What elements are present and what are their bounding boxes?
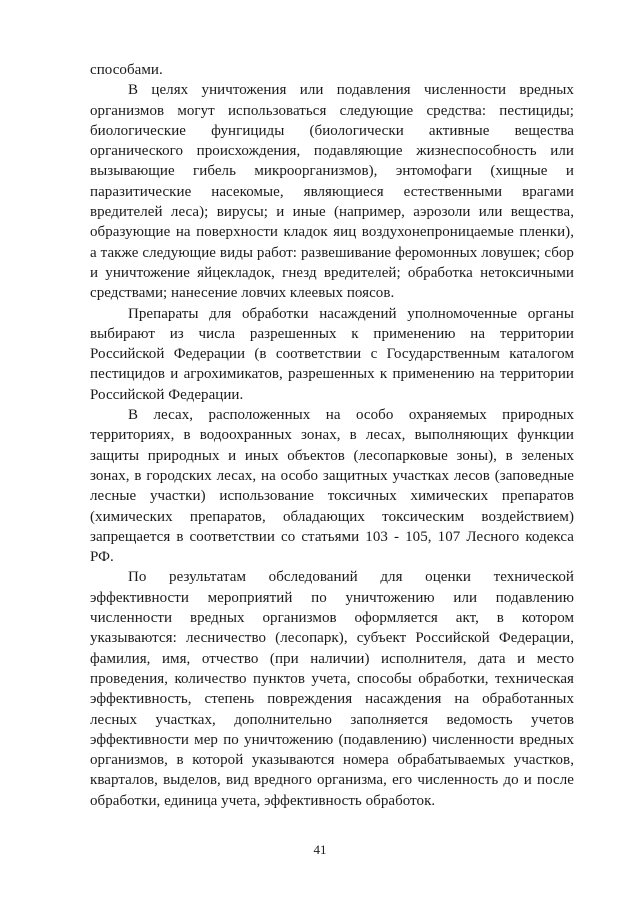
paragraph-survey-results: По результатам обследований для оценки технической эффективности мероприятий по уничтожению или подавлению численности вредных организмов оформляется акт, в котором указываются: лесничество (лесопарк), субъект Российской Федерации, фамилия, имя, отчество (при наличии) исполнителя, дата и место проведения, количество пунктов учета, способы обработки, техническая эффективность, степень повреждения насаждения на обработанных лесных участках, дополнительно заполняется ведомость учетов эффективности мер по уничтожению (подавлению) численности вредных организмов, в которой указываются номера обрабатываемых участков, кварталов, выделов, вид вредного организма, его численность до и после обработки, единица учета, эффективность обработок. bbox=[90, 569, 574, 809]
page-number: 41 bbox=[313, 842, 327, 857]
paragraph-continuation: способами. bbox=[90, 62, 163, 78]
paragraph-preparations: Препараты для обработки насаждений уполномоченные органы выбирают из числа разрешенных к применению на территории Российской Федерации (в соответствии с Государственным каталогом пестицидов и агрохимикатов, разрешенных к применению на территории Российской Федерации. bbox=[90, 305, 574, 403]
paragraph-protected-forests: В лесах, расположенных на особо охраняемых природных территориях, в водоохранных зонах, в лесах, выполняющих функции защиты природных и иных объектов (лесопарковые зоны), в зеленых зонах, в городских лесах, на особо защитных участках лесов (заповедные лесные участки) использование токсичных химических препаратов (химических препаратов, обладающих токсическим воздействием) запрещается в соответствии со статьями 103 - 105, 107 Лесного кодекса РФ. bbox=[90, 407, 574, 566]
body-text bbox=[90, 60, 574, 811]
paragraph-control-means: В целях уничтожения или подавления численности вредных организмов могут использоваться следующие средства: пестициды; биологические фунгициды (биологически активные вещества органического происхождения, подавляющие жизнеспособность или вызывающие гибель микроорганизмов), энтомофаги (хищные и паразитические насекомые, являющиеся естественными врагами вредителей леса); вирусы; и иные (например, аэрозоли или вещества, образующие на поверхности кладок яиц воздухонепроницаемые пленки), а также следующие виды работ: развешивание феромонных ловушек; сбор и уничтожение яйцекладок, гнезд вредителей; обработка нетоксичными средствами; нанесение ловчих клеевых поясов. bbox=[90, 82, 574, 302]
